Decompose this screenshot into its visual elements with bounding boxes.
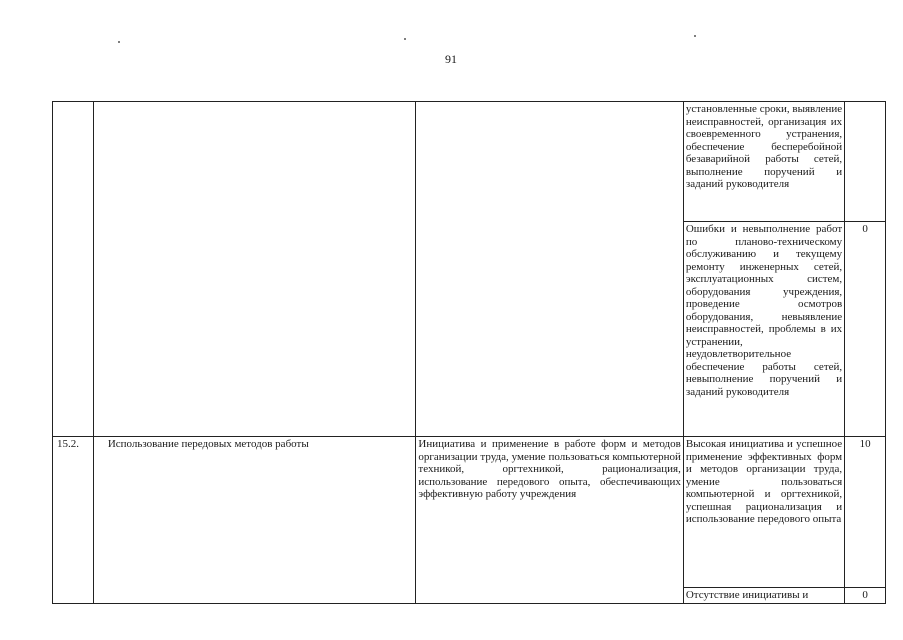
criteria-cell: Инициатива и применение в работе форм и методов организации труда, умение пользоваться компьютерной техникой, оргтехникой, рационализация, использование передового опыта, обеспечивающих эффективную работу учреждения (416, 437, 683, 604)
table-row (53, 102, 886, 222)
indicator-cell: Высокая инициатива и успешное применение эффективных форм и методов организации труда, умение пользоваться компьютерной и оргтехникой, успешная рационализация и использование передового опыта (683, 437, 844, 588)
score-cell (845, 102, 886, 222)
score-cell: 10 (845, 437, 886, 588)
criteria-cell (416, 102, 683, 437)
number-cell: 15.2. (53, 437, 94, 604)
criteria-table (52, 101, 886, 604)
scan-speck (404, 38, 406, 40)
page-number: 91 (445, 52, 457, 66)
indicator-cell: Отсутствие инициативы и (683, 588, 844, 604)
score-cell: 0 (845, 222, 886, 437)
number-cell (53, 102, 94, 437)
indicator-cell: Ошибки и невыполнение работ по планово-техническому обслуживанию и текущему ремонту инженерных сетей, эксплуатационных систем, оборудования учреждения, проведение осмотров оборудования, невыявление неисправностей, проблемы в их устранении, неудовлетворительное обеспечение работы сетей, невыполнение поручений и заданий руководителя (683, 222, 844, 437)
score-cell: 0 (845, 588, 886, 604)
table-row (53, 437, 886, 588)
scan-speck (118, 41, 120, 43)
name-cell: Использование передовых методов работы (93, 437, 416, 604)
indicator-cell: установленные сроки, выявление неисправностей, организация их своевременного устранения, обеспечение бесперебойной безаварийной работы сетей, выполнение поручений и заданий руководителя (683, 102, 844, 222)
scan-speck (694, 35, 696, 37)
name-cell (93, 102, 416, 437)
